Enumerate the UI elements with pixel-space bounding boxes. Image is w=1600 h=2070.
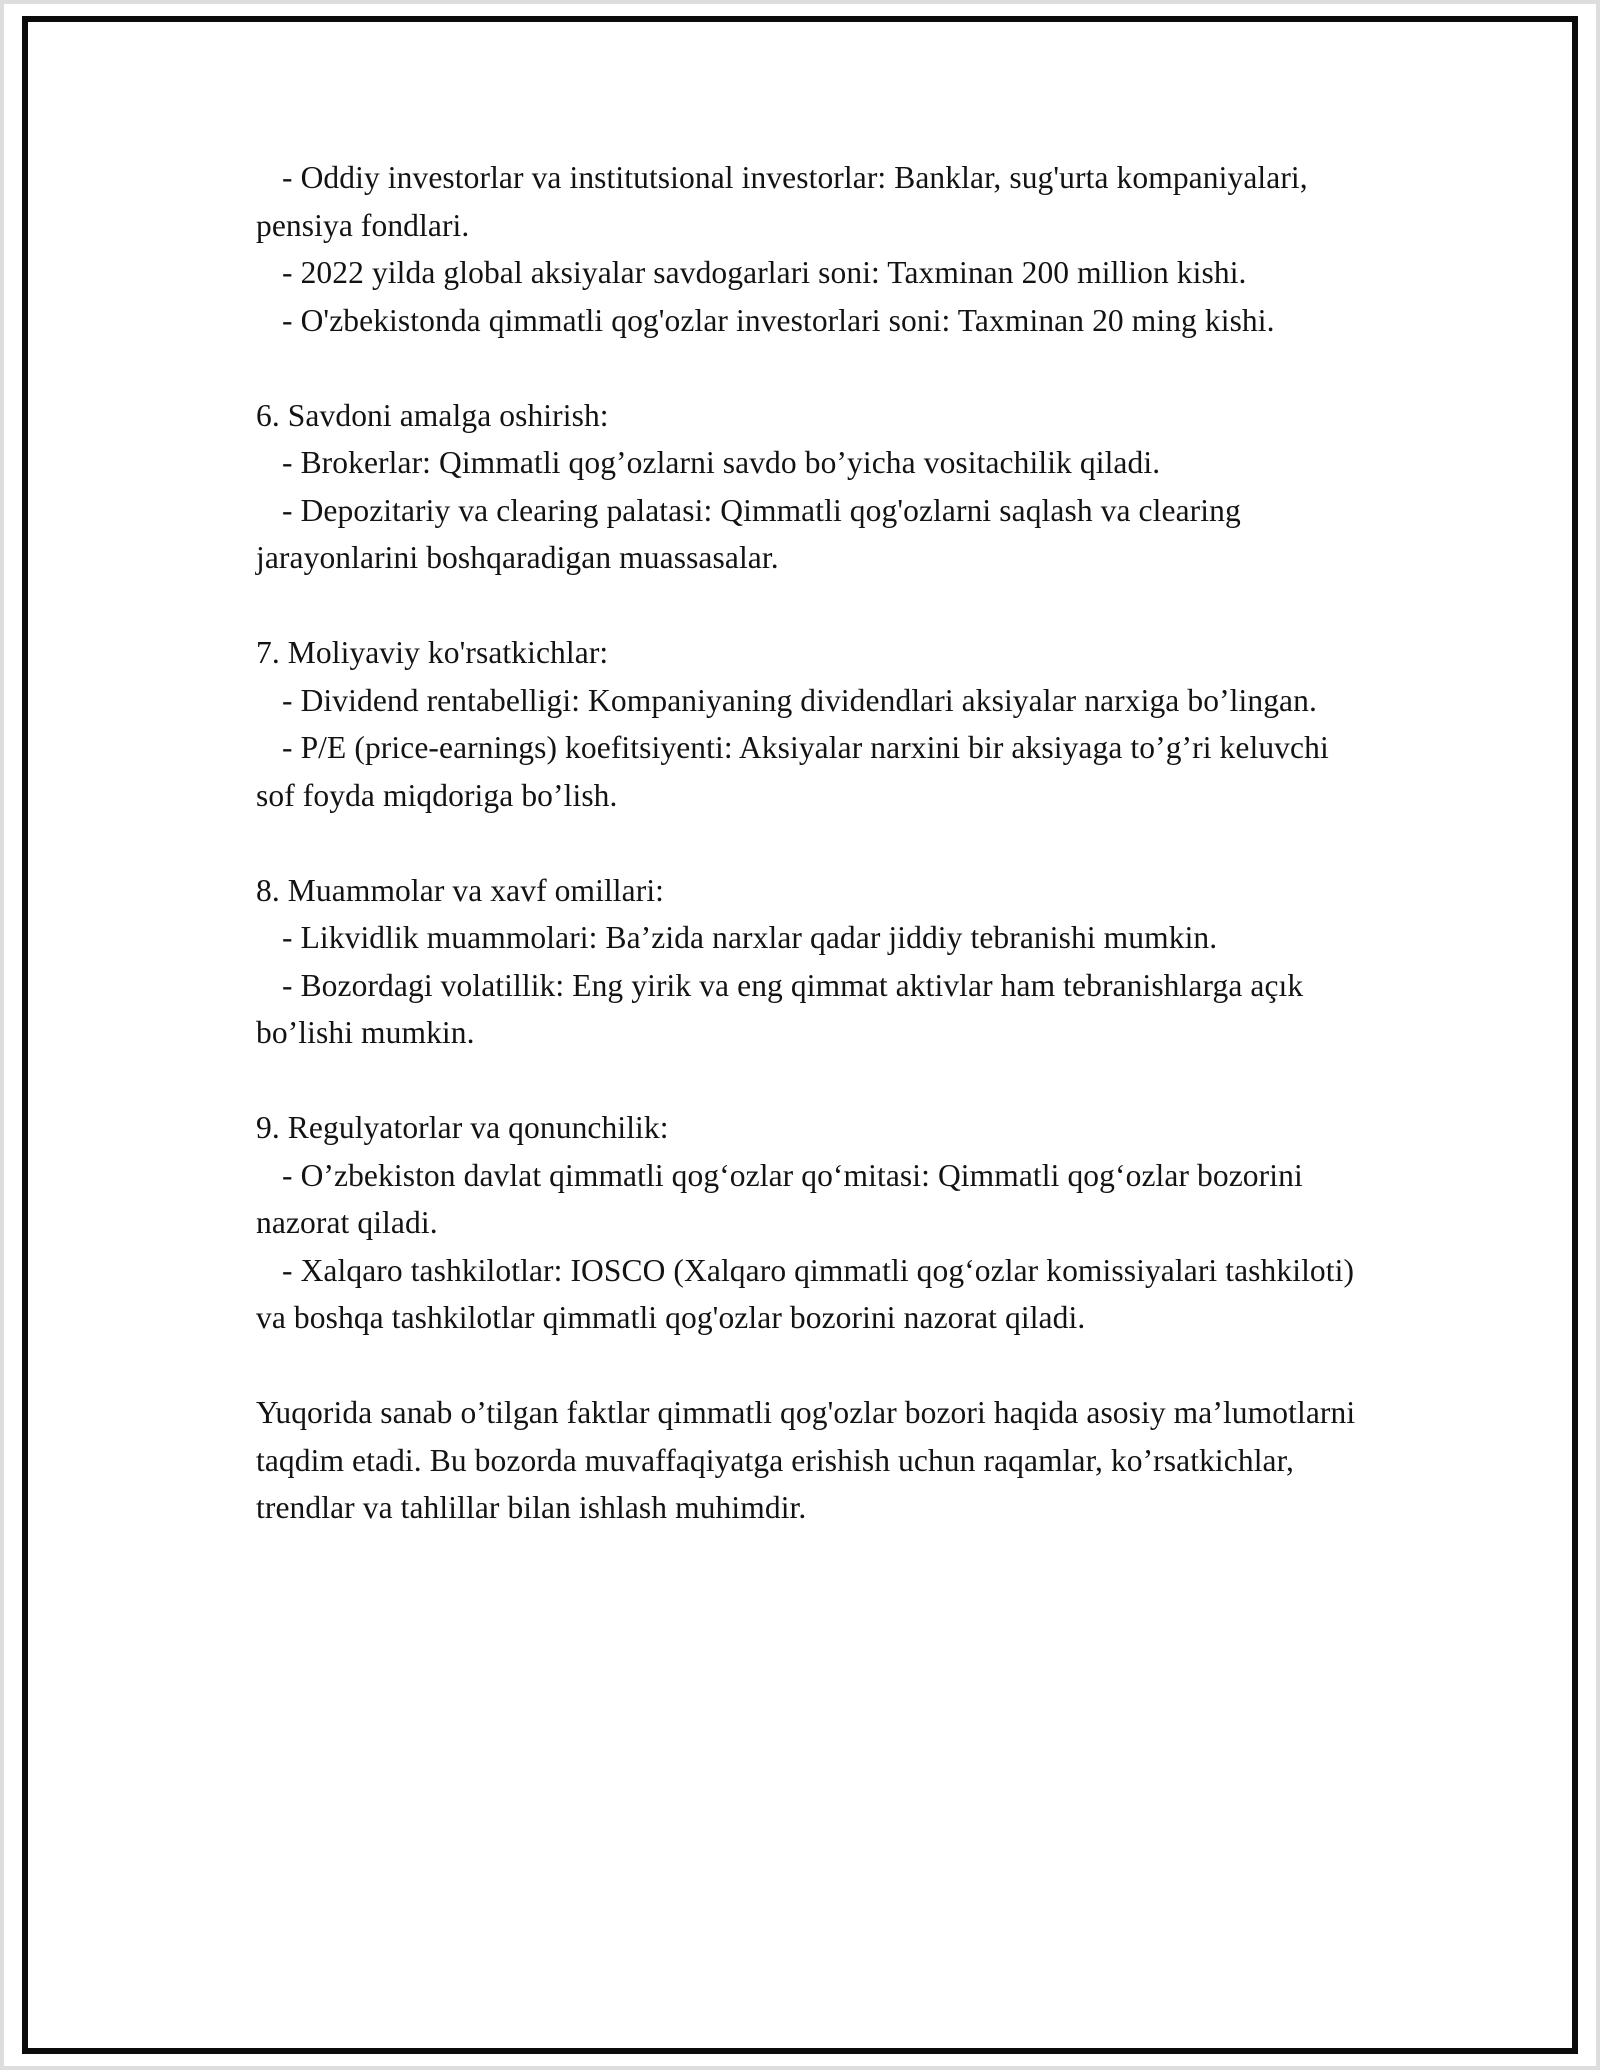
list-item: - Brokerlar: Qimmatli qog’ozlarni savdo bo’yicha vositachilik qiladi. [282,445,1161,480]
paragraph-spacer [256,1342,1366,1390]
section-heading-7: 7. Moliyaviy ko'rsatkichlar: [256,635,609,670]
list-item: - O’zbekiston davlat qimmatli qog‘ozlar qo‘mitasi: Qimmatli qog‘ozlar bozorini nazorat qiladi. [256,1157,1303,1240]
conclusion-paragraph: Yuqorida sanab o’tilgan faktlar qimmatli qog'ozlar bozori haqida asosiy ma’lumotlarni taqdim etadi. Bu bozorda muvaffaqiyatga erishish uchun raqamlar, ko’rsatkichlar, trendlar va tahlillar bilan ishlash muhimdir. [256,1395,1356,1525]
list-item: - 2022 yilda global aksiyalar savdogarlari soni: Taxminan 200 million kishi. [282,255,1247,290]
list-item: - P/E (price-earnings) koefitsiyenti: Aksiyalar narxini bir aksiyaga to’g’ri keluvchi sof foyda miqdoriga bo’lish. [256,730,1329,813]
list-item: - Xalqaro tashkilotlar: IOSCO (Xalqaro qimmatli qog‘ozlar komissiyalari tashkiloti) va boshqa tashkilotlar qimmatli qog'ozlar bozorini nazorat qiladi. [256,1252,1355,1335]
list-item: - Bozordagi volatillik: Eng yirik va eng qimmat aktivlar ham tebranishlarga açık bo’lishi mumkin. [256,967,1304,1050]
list-item: - Dividend rentabelligi: Kompaniyaning dividendlari aksiyalar narxiga bo’lingan. [282,682,1317,718]
section-heading-8: 8. Muammolar va xavf omillari: [256,872,665,908]
paragraph-spacer [256,819,1366,867]
paragraph-spacer [256,1057,1366,1105]
paragraph-spacer [256,344,1366,392]
paragraph-spacer [256,582,1366,630]
list-item: - O'zbekistonda qimmatli qog'ozlar investorlari soni: Taxminan 20 ming kishi. [282,302,1275,338]
section-heading-9: 9. Regulyatorlar va qonunchilik: [256,1110,669,1145]
document-text-body [256,154,1366,1532]
list-item: - Likvidlik muammolari: Ba’zida narxlar qadar jiddiy tebranishi mumkin. [282,920,1218,955]
page-border-frame [22,16,1578,2054]
list-item: - Oddiy investorlar va institutsional investorlar: Banklar, sug'urta kompaniyalari, pensiya fondlari. [256,160,1308,243]
list-item: - Depozitariy va clearing palatasi: Qimmatli qog'ozlarni saqlash va clearing jarayonlarini boshqaradigan muassasalar. [256,492,1241,575]
section-heading-6: 6. Savdoni amalga oshirish: [256,397,609,433]
